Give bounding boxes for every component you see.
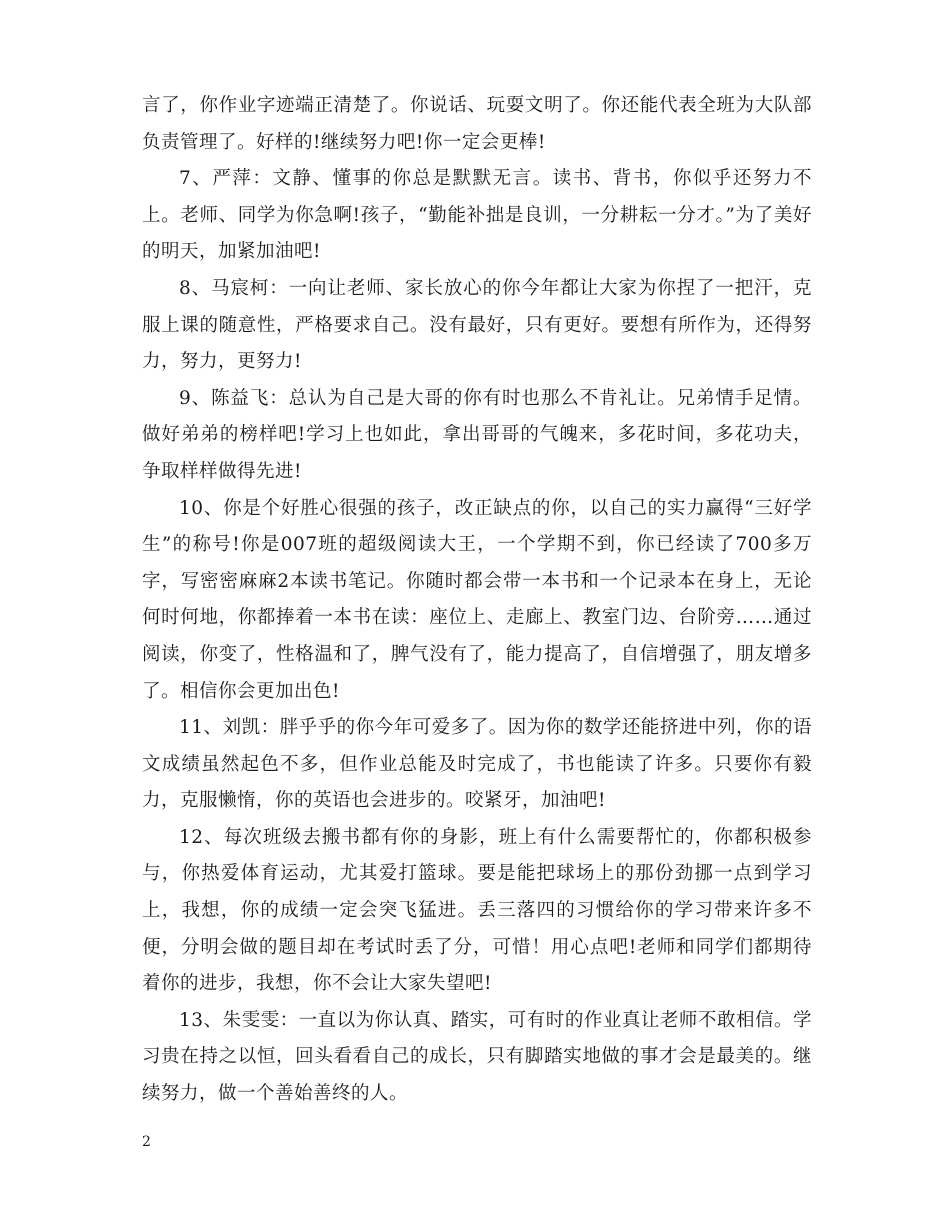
paragraph-6: 11、刘凯：胖乎乎的你今年可爱多了。因为你的数学还能挤进中列，你的语文成绩虽然起色不多，但作业总能及时完成了，书也能读了许多。只要你有毅力，克服懒惰，你的英语也会进步的。咬紧牙，加油吧! bbox=[142, 717, 812, 812]
paragraph-7: 12、每次班级去搬书都有你的身影，班上有什么需要帮忙的，你都积极参与，你热爱体育运动，尤其爱打篮球。要是能把球场上的那份劲挪一点到学习上，我想，你的成绩一定会突飞猛进。丢三落四的习惯给你的学习带来许多不便，分明会做的题目却在考试时丢了分，可惜！用心点吧!老师和同学们都期待着你的进步，我想，你不会让大家失望吧! bbox=[142, 826, 812, 995]
page-number: 2 bbox=[142, 1134, 151, 1150]
paragraph-5: 10、你是个好胜心很强的孩子，改正缺点的你，以自己的实力赢得“三好学生”的称号!你是007班的超级阅读大王，一个学期不到，你已经读了700多万字，写密密麻麻2本读书笔记。你随时都会带一本书和一个记录本在身上，无论何时何地，你都捧着一本书在读：座位上、走廊上、教室门边、台阶旁……通过阅读，你变了，性格温和了，脾气没有了，能力提高了，自信增强了，朋友增多了。相信你会更加出色! bbox=[142, 497, 812, 702]
paragraph-3: 8、马宸柯：一向让老师、家长放心的你今年都让大家为你捏了一把汗，克服上课的随意性，严格要求自己。没有最好，只有更好。要想有所作为，还得努力，努力，更努力! bbox=[142, 277, 812, 373]
paragraph-1: 言了，你作业字迹端正清楚了。你说话、玩耍文明了。你还能代表全班为大队部负责管理了。好样的!继续努力吧!你一定会更棒! bbox=[142, 95, 812, 153]
paragraph-4: 9、陈益飞：总认为自己是大哥的你有时也那么不肯礼让。兄弟情手足情。做好弟弟的榜样吧!学习上也如此，拿出哥哥的气魄来，多花时间，多花功夫，争取样样做得先进! bbox=[142, 387, 812, 482]
paragraph-8: 13、朱雯雯：一直以为你认真、踏实，可有时的作业真让老师不敢相信。学习贵在持之以恒，回头看看自己的成长，只有脚踏实地做的事才会是最美的。继续努力，做一个善始善终的人。 bbox=[142, 1009, 812, 1105]
paragraph-2: 7、严萍：文静、懂事的你总是默默无言。读书、背书，你似乎还努力不上。老师、同学为你急啊!孩子，“勤能补拙是良训，一分耕耘一分才。”为了美好的明天，加紧加油吧! bbox=[142, 168, 812, 263]
document-body bbox=[142, 88, 812, 1113]
